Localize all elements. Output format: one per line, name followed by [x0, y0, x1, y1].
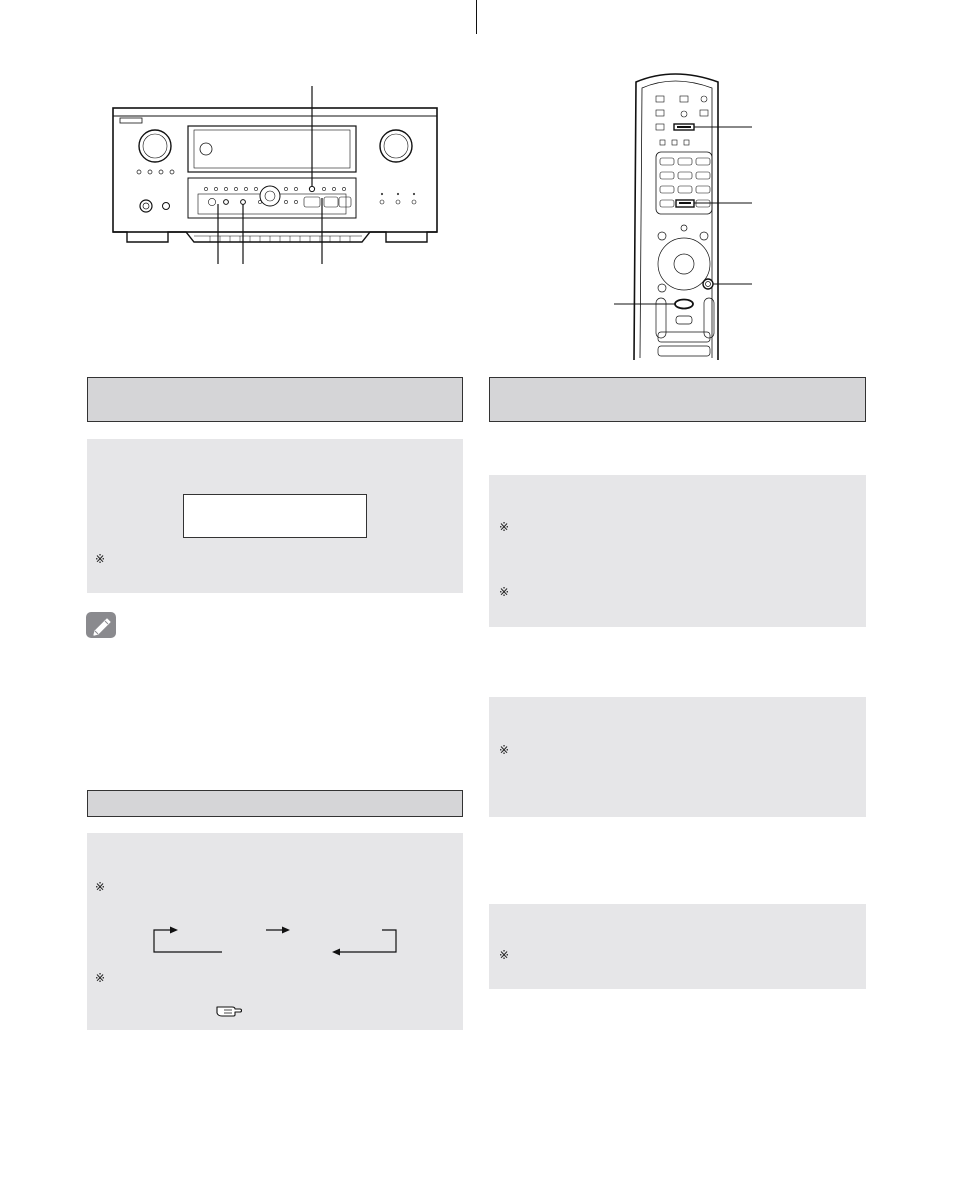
note-marker: ※ [95, 552, 106, 566]
mode-cycle-diagram [148, 922, 408, 958]
display-readout-box [183, 494, 367, 538]
remote-illustration [600, 62, 760, 362]
pencil-icon [86, 612, 116, 638]
pointing-hand-icon [216, 1003, 242, 1017]
right-section-header [489, 377, 866, 422]
note-marker: ※ [499, 520, 510, 534]
note-marker: ※ [499, 585, 510, 599]
receiver-illustration [110, 86, 440, 266]
note-marker: ※ [499, 743, 510, 757]
left-section-header [87, 377, 463, 422]
note-marker: ※ [95, 971, 106, 985]
right-step-panel-1 [489, 475, 866, 627]
note-marker: ※ [95, 880, 106, 894]
right-step-panel-3 [489, 904, 866, 989]
receiver-front-panel-drawing [110, 86, 440, 266]
left-subsection-header [87, 790, 463, 817]
remote-control-drawing [600, 62, 760, 362]
note-marker: ※ [499, 948, 510, 962]
right-step-panel-2 [489, 697, 866, 817]
page-top-rule [476, 0, 477, 34]
